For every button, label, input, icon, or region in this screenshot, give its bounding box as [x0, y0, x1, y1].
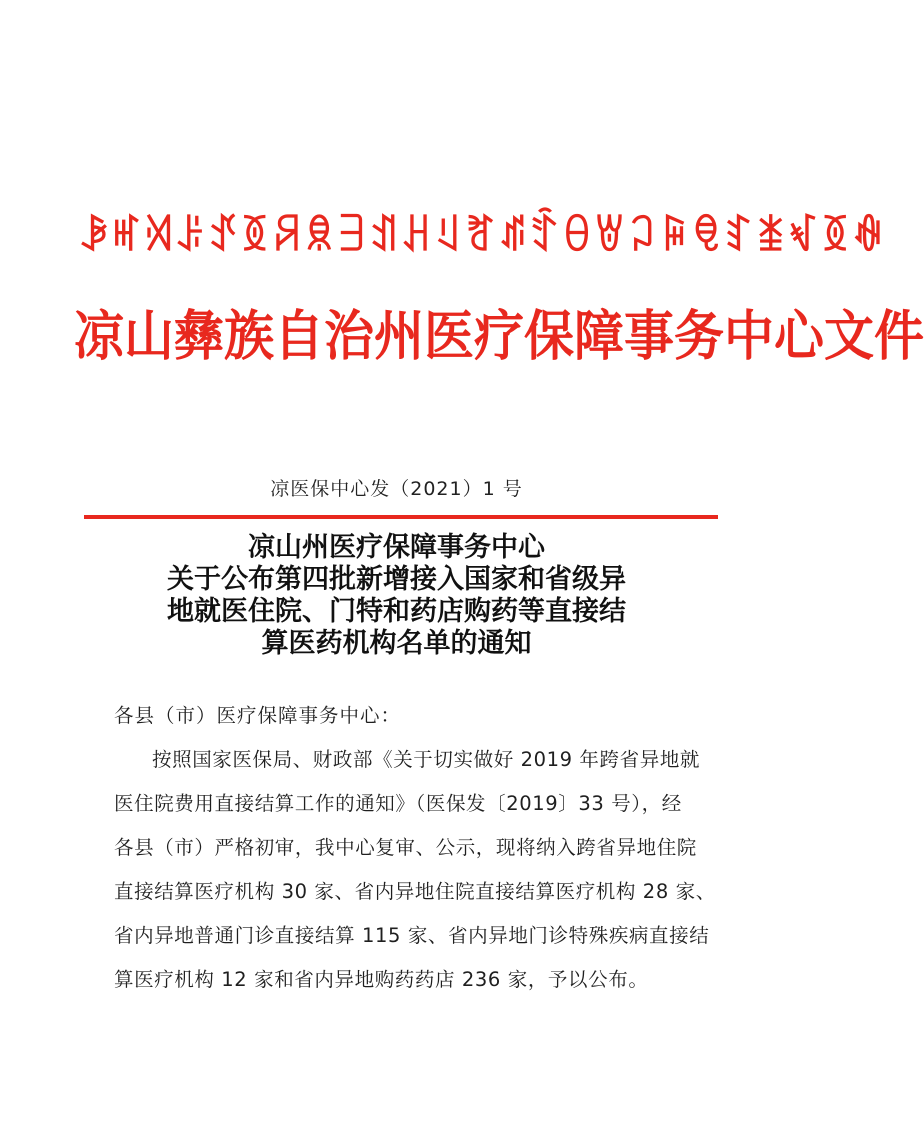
paragraph-line: 直接结算医疗机构 30 家、省内异地住院直接结算医疗机构 28 家、: [114, 880, 716, 903]
paragraph-line: 按照国家医保局、财政部《关于切实做好 2019 年跨省异地就: [152, 748, 701, 771]
paragraph-line: 医住院费用直接结算工作的通知》（医保发〔2019〕33 号），经: [114, 792, 682, 815]
red-divider-line: [84, 515, 718, 519]
yi-script-masthead: ꆃꎭꄉꌠꀋꅉꋪꌋꎆꀊꃅꆹꐛꁮꄷꆪꇐꃀꋦꋠꆏꁧꃴꅉꊿ: [78, 214, 885, 260]
title-line: 关于公布第四批新增接入国家和省级异: [167, 564, 626, 595]
notice-title: [100, 532, 693, 660]
masthead-title: 凉山彝族自治州医疗保障事务中心文件: [74, 303, 924, 368]
document-number: 凉医保中心发（2021）1 号: [270, 478, 523, 500]
title-line: 凉山州医疗保障事务中心: [248, 532, 545, 563]
title-line: 地就医住院、门特和药店购药等直接结: [167, 596, 626, 627]
salutation: 各县（市）医疗保障事务中心：: [114, 704, 402, 727]
paragraph-line: 各县（市）严格初审，我中心复审、公示，现将纳入跨省异地住院: [114, 836, 697, 859]
title-line: 算医药机构名单的通知: [261, 628, 532, 659]
paragraph-line: 算医疗机构 12 家和省内异地购药药店 236 家，予以公布。: [114, 968, 649, 991]
paragraph-line: 省内异地普通门诊直接结算 115 家、省内异地门诊特殊疾病直接结: [114, 924, 710, 947]
